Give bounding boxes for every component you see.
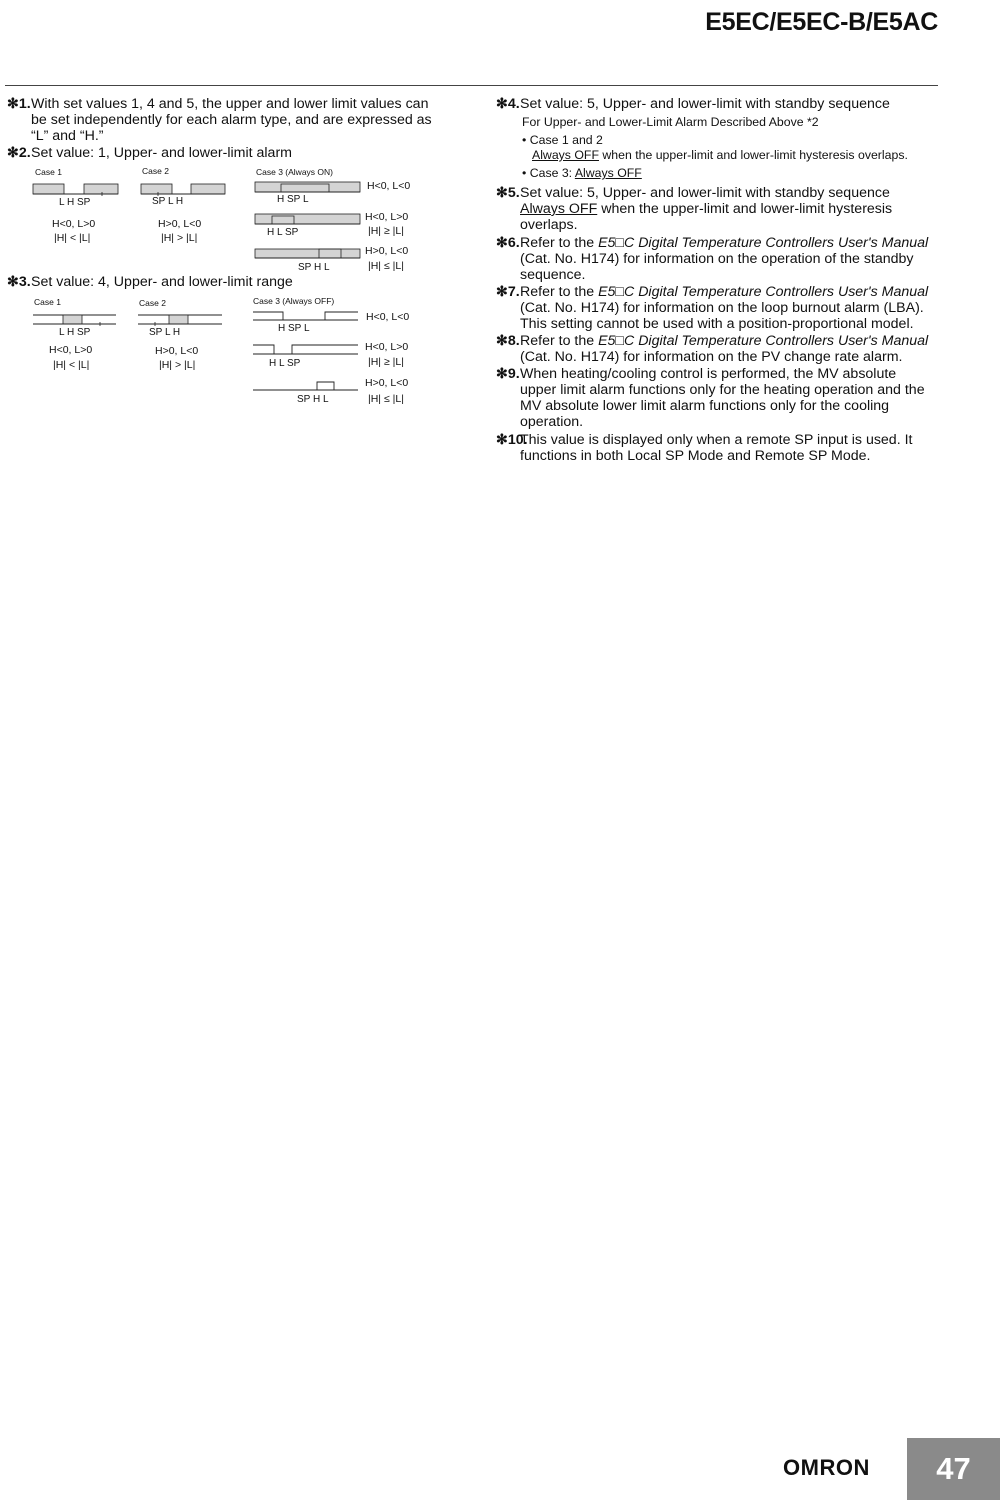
note-bullet-text: • Case 3: (522, 166, 575, 180)
note-text: operation. (520, 414, 584, 430)
condition-label: H<0, L<0 (367, 180, 411, 192)
case-label: Case 1 (34, 297, 61, 307)
note-subtext (532, 148, 908, 162)
note-marker: ✻10. (496, 432, 528, 448)
note-text: (Cat. No. H174) for information on the PV change rate alarm. (520, 349, 903, 365)
axis-label: H L SP (267, 227, 299, 238)
condition-label: |H| ≤ |L| (368, 393, 404, 405)
note-9 (496, 366, 946, 432)
condition-label: |H| > |L| (161, 232, 198, 244)
note-2 (7, 145, 467, 163)
manual-title: E5□C Digital Temperature Controllers User's Manual (598, 333, 929, 349)
note-text: (Cat. No. H174) for information on the operation of the standby (520, 251, 914, 267)
note-7 (496, 284, 946, 334)
note-text: upper limit alarm functions only for the heating operation and the (520, 382, 925, 398)
condition-label: H>0, L<0 (155, 345, 199, 357)
alarm-diagram-upper-lower (28, 164, 428, 276)
note-marker: ✻9. (496, 366, 520, 382)
note-10 (496, 432, 946, 466)
note-text: With set values 1, 4 and 5, the upper and lower limit values can (31, 96, 429, 112)
case-label: Case 3 (Always OFF) (253, 296, 335, 306)
note-text (520, 284, 928, 300)
note-text-lead: Refer to the (520, 333, 599, 349)
note-text (520, 235, 928, 251)
note-marker: ✻2. (7, 145, 31, 161)
condition-label: H>0, L<0 (365, 245, 409, 257)
note-8 (496, 333, 946, 367)
note-marker: ✻4. (496, 96, 520, 112)
omron-logo: OMRON (783, 1455, 870, 1480)
note-text (520, 333, 928, 349)
note-text-rest: when the upper-limit and lower-limit hysteresis (597, 201, 893, 217)
condition-label: |H| < |L| (53, 359, 90, 371)
condition-label: H<0, L>0 (365, 211, 409, 223)
axis-label: SP H L (298, 262, 330, 273)
note-text: Set value: 5, Upper- and lower-limit with standby sequence (520, 185, 890, 201)
page-number: 47 (907, 1438, 1000, 1500)
note-marker: ✻1. (7, 96, 31, 112)
condition-label: H<0, L>0 (52, 218, 96, 230)
note-text: Set value: 4, Upper- and lower-limit range (31, 274, 293, 290)
header-rule (5, 85, 938, 86)
note-text (520, 201, 892, 217)
case-label: Case 1 (35, 167, 62, 177)
note-text: This value is displayed only when a remote SP input is used. It (520, 432, 913, 448)
note-text-lead: Refer to the (520, 235, 599, 251)
manual-title: E5□C Digital Temperature Controllers User's Manual (598, 235, 929, 251)
note-4 (496, 96, 946, 182)
note-text: sequence. (520, 267, 586, 283)
note-text: Set value: 5, Upper- and lower-limit with standby sequence (520, 96, 890, 112)
condition-label: H<0, L<0 (366, 311, 410, 323)
axis-label: H SP L (277, 194, 309, 205)
case-label: Case 3 (Always ON) (256, 167, 333, 177)
note-text: MV absolute lower limit alarm functions only for the cooling (520, 398, 890, 414)
condition-label: H>0, L<0 (158, 218, 202, 230)
note-marker: ✻5. (496, 185, 520, 201)
note-marker: ✻7. (496, 284, 520, 300)
axis-label: L H SP (59, 197, 91, 208)
condition-label: |H| < |L| (54, 232, 91, 244)
condition-label: H>0, L<0 (365, 377, 409, 389)
note-text: Set value: 1, Upper- and lower-limit alarm (31, 145, 292, 161)
axis-label: SP H L (297, 394, 329, 405)
note-marker: ✻8. (496, 333, 520, 349)
condition-label: H<0, L>0 (365, 341, 409, 353)
condition-label: |H| > |L| (159, 359, 196, 371)
emphasis-underline: Always OFF (574, 166, 642, 180)
case-label: Case 2 (142, 166, 169, 176)
condition-label: H<0, L>0 (49, 344, 93, 356)
condition-label: |H| ≥ |L| (368, 225, 404, 237)
alarm-diagram-range (28, 294, 428, 408)
axis-label: SP L H (149, 327, 181, 338)
note-bullet: • Case 1 and 2 (522, 133, 603, 147)
page-header-title: E5EC/E5EC-B/E5AC (705, 8, 938, 36)
note-text: (Cat. No. H174) for information on the loop burnout alarm (LBA). (520, 300, 924, 316)
manual-title: E5□C Digital Temperature Controllers User's Manual (598, 284, 929, 300)
note-6 (496, 235, 946, 285)
note-5 (496, 185, 946, 235)
note-text: functions in both Local SP Mode and Remote SP Mode. (520, 448, 871, 464)
note-subtext: For Upper- and Lower-Limit Alarm Described Above *2 (522, 115, 819, 129)
axis-label: H SP L (278, 323, 310, 334)
note-bullet (522, 166, 642, 180)
axis-label: L H SP (59, 327, 91, 338)
axis-label: SP L H (152, 196, 184, 207)
condition-label: |H| ≤ |L| (368, 260, 404, 272)
note-text: This setting cannot be used with a position-proportional model. (520, 316, 914, 332)
note-text: “L” and “H.” (31, 128, 104, 144)
emphasis-underline: Always OFF (520, 201, 598, 217)
note-3 (7, 274, 467, 292)
note-text: overlaps. (520, 217, 578, 233)
axis-label: H L SP (269, 358, 301, 369)
note-marker: ✻3. (7, 274, 31, 290)
note-subtext-rest: when the upper-limit and lower-limit hysteresis overlaps. (598, 148, 908, 162)
note-marker: ✻6. (496, 235, 520, 251)
note-text-lead: Refer to the (520, 284, 599, 300)
case-label: Case 2 (139, 298, 166, 308)
note-text: When heating/cooling control is performed, the MV absolute (520, 366, 897, 382)
note-text: be set independently for each alarm type, and are expressed as (31, 112, 432, 128)
note-1 (7, 96, 467, 146)
emphasis-underline: Always OFF (532, 148, 599, 162)
condition-label: |H| ≥ |L| (368, 356, 404, 368)
